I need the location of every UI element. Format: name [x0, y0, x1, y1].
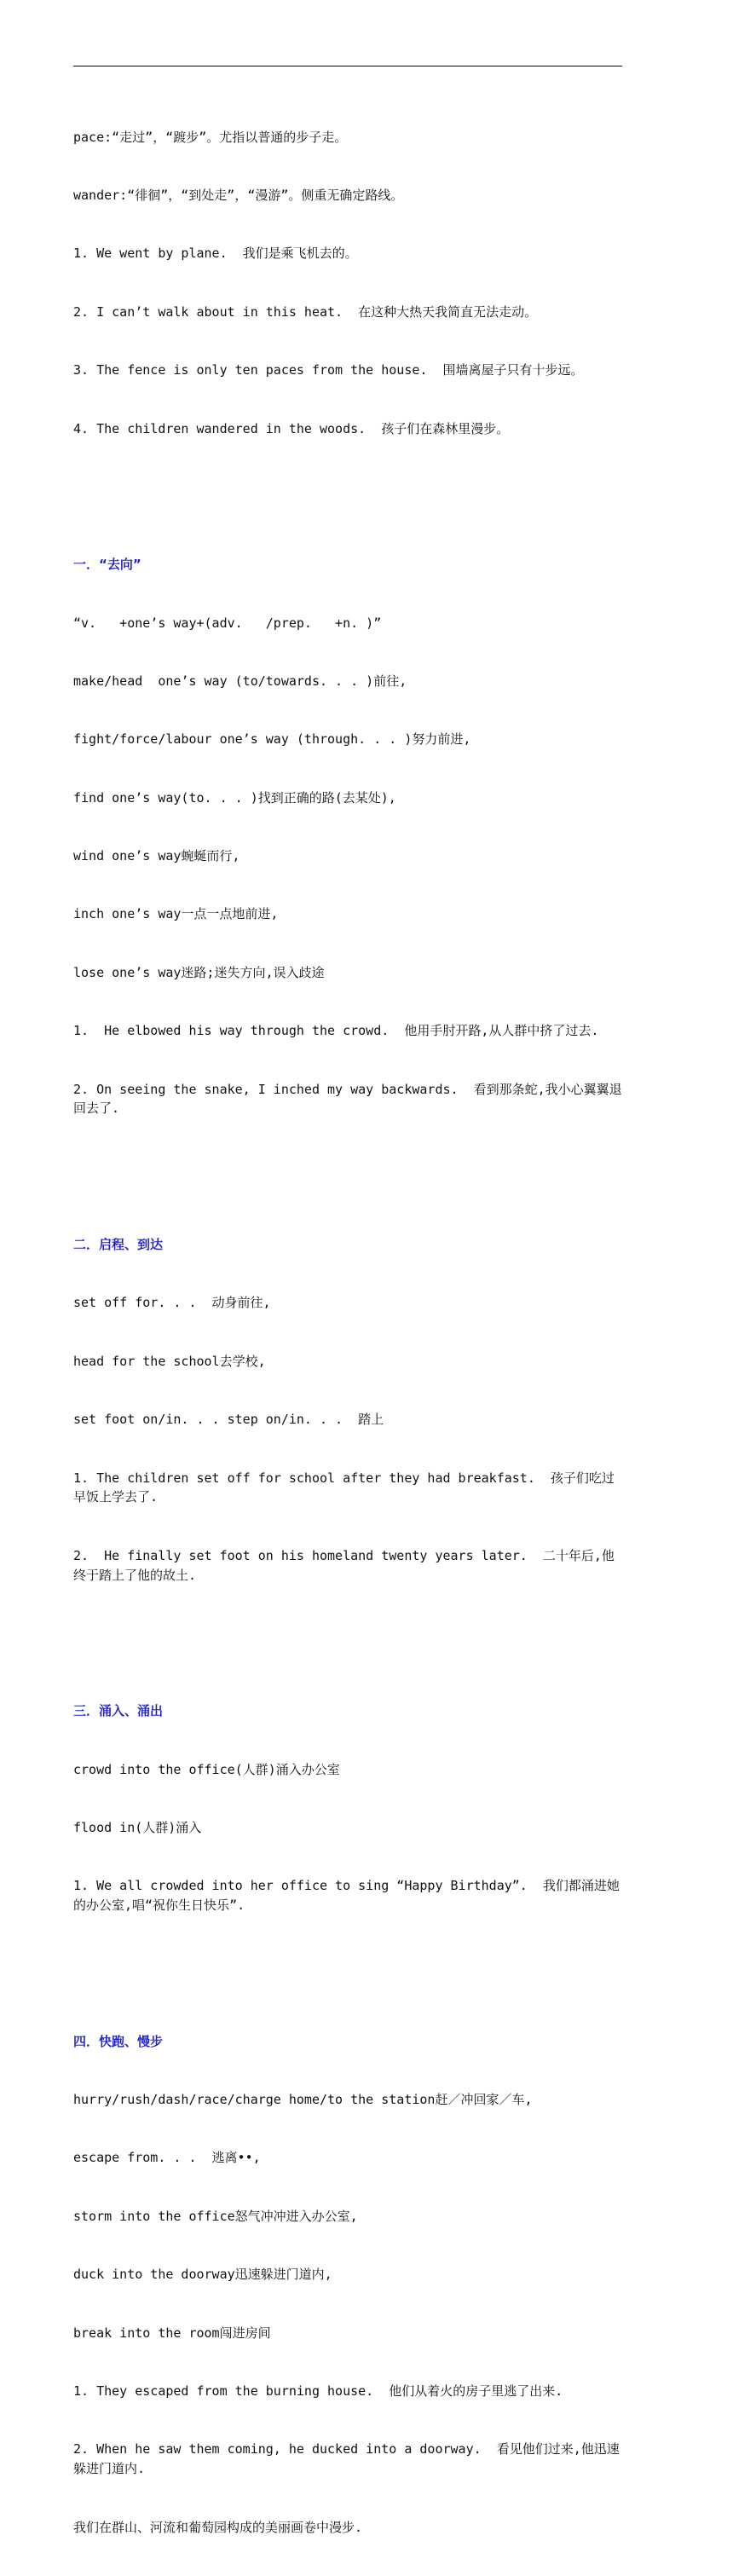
section-heading: 一．“去向” — [73, 557, 141, 573]
document-body — [73, 89, 626, 2576]
intro-line: 3. The fence is only ten paces from the house. 围墙离屋子只有十步远。 — [73, 362, 584, 378]
intro-line: wander:“徘徊”，“到处走”，“漫游”。侧重无确定路线。 — [73, 187, 404, 203]
section-line: wind one’s way蜿蜒而行, — [73, 848, 240, 864]
intro-line: pace:“走过”，“踱步”。尤指以普通的步子走。 — [73, 129, 348, 145]
section-line: inch one’s way一点一点地前进, — [73, 906, 279, 922]
spacer — [73, 477, 626, 497]
section-line: 我们在群山、河流和葡萄园构成的美丽画卷中漫步. — [73, 2519, 363, 2535]
section-line: set foot on/in. . . step on/in. . . 踏上 — [73, 1412, 384, 1428]
section-line: set off for. . . 动身前往, — [73, 1295, 271, 1311]
section-heading: 三．涌入、涌出 — [73, 1703, 164, 1719]
section-line: fight/force/labour one’s way (through. . . )努力前进, — [73, 731, 471, 748]
section-line: storm into the office怒气冲冲进入办公室, — [73, 2208, 358, 2224]
intro-line: 1. We went by plane. 我们是乘飞机去的。 — [73, 245, 358, 262]
section-line: head for the school去学校, — [73, 1353, 266, 1369]
section-line: 1. They escaped from the burning house. 他们从着火的房子里逃了出来. — [73, 2383, 563, 2400]
section-heading: 四．快跑、慢步 — [73, 2033, 164, 2049]
section-line: 1. He elbowed his way through the crowd. 他用手肘开路,从人群中挤了过去. — [73, 1023, 599, 1039]
intro-line: 4. The children wandered in the woods. 孩子们在森林里漫步。 — [73, 420, 510, 436]
section-line: 2. On seeing the snake, I inched my way backwards. 看到那条蛇,我小心翼翼退回去了. — [73, 1081, 622, 1117]
section-heading: 二．启程、到达 — [73, 1237, 164, 1253]
section-line: crowd into the office(人群)涌入办公室 — [73, 1761, 340, 1777]
section-line: lose one’s way迷路;迷失方向,误入歧途 — [73, 964, 325, 980]
section-line: break into the room闯进房间 — [73, 2325, 271, 2341]
section-line: 1. The children set off for school after they had breakfast. 孩子们吃过早饭上学去了. — [73, 1470, 615, 1505]
section-line: 2. When he saw them coming, he ducked into a doorway. 看见他们过来,他迅速躲进门道内. — [73, 2441, 620, 2477]
section-line: 2. He finally set foot on his homeland twenty years later. 二十年后,他终于踏上了他的故土. — [73, 1547, 615, 1583]
section-line: find one’s way(to. . . )找到正确的路(去某处), — [73, 789, 396, 806]
section-line: “v. +one’s way+(adv. /prep. +n. )” — [73, 615, 382, 631]
section-line: make/head one’s way (to/towards. . . )前往, — [73, 673, 407, 689]
section-line: hurry/rush/dash/race/charge home/to the station赶／冲回家／车, — [73, 2092, 533, 2108]
spacer — [73, 1955, 626, 1974]
intro-line: 2. I can’t walk about in this heat. 在这种大热天我简直无法走动。 — [73, 303, 538, 320]
section-line: flood in(人群)涌入 — [73, 1819, 202, 1835]
spacer — [73, 1158, 626, 1177]
spacer — [73, 1624, 626, 1643]
section-line: 1. We all crowded into her office to sing “Happy Birthday”. 我们都涌进她的办公室,唱“祝你生日快乐”. — [73, 1878, 620, 1914]
section-line: escape from. . . 逃离••, — [73, 2150, 261, 2166]
section-line: duck into the doorway迅速躲进门道内, — [73, 2267, 332, 2283]
